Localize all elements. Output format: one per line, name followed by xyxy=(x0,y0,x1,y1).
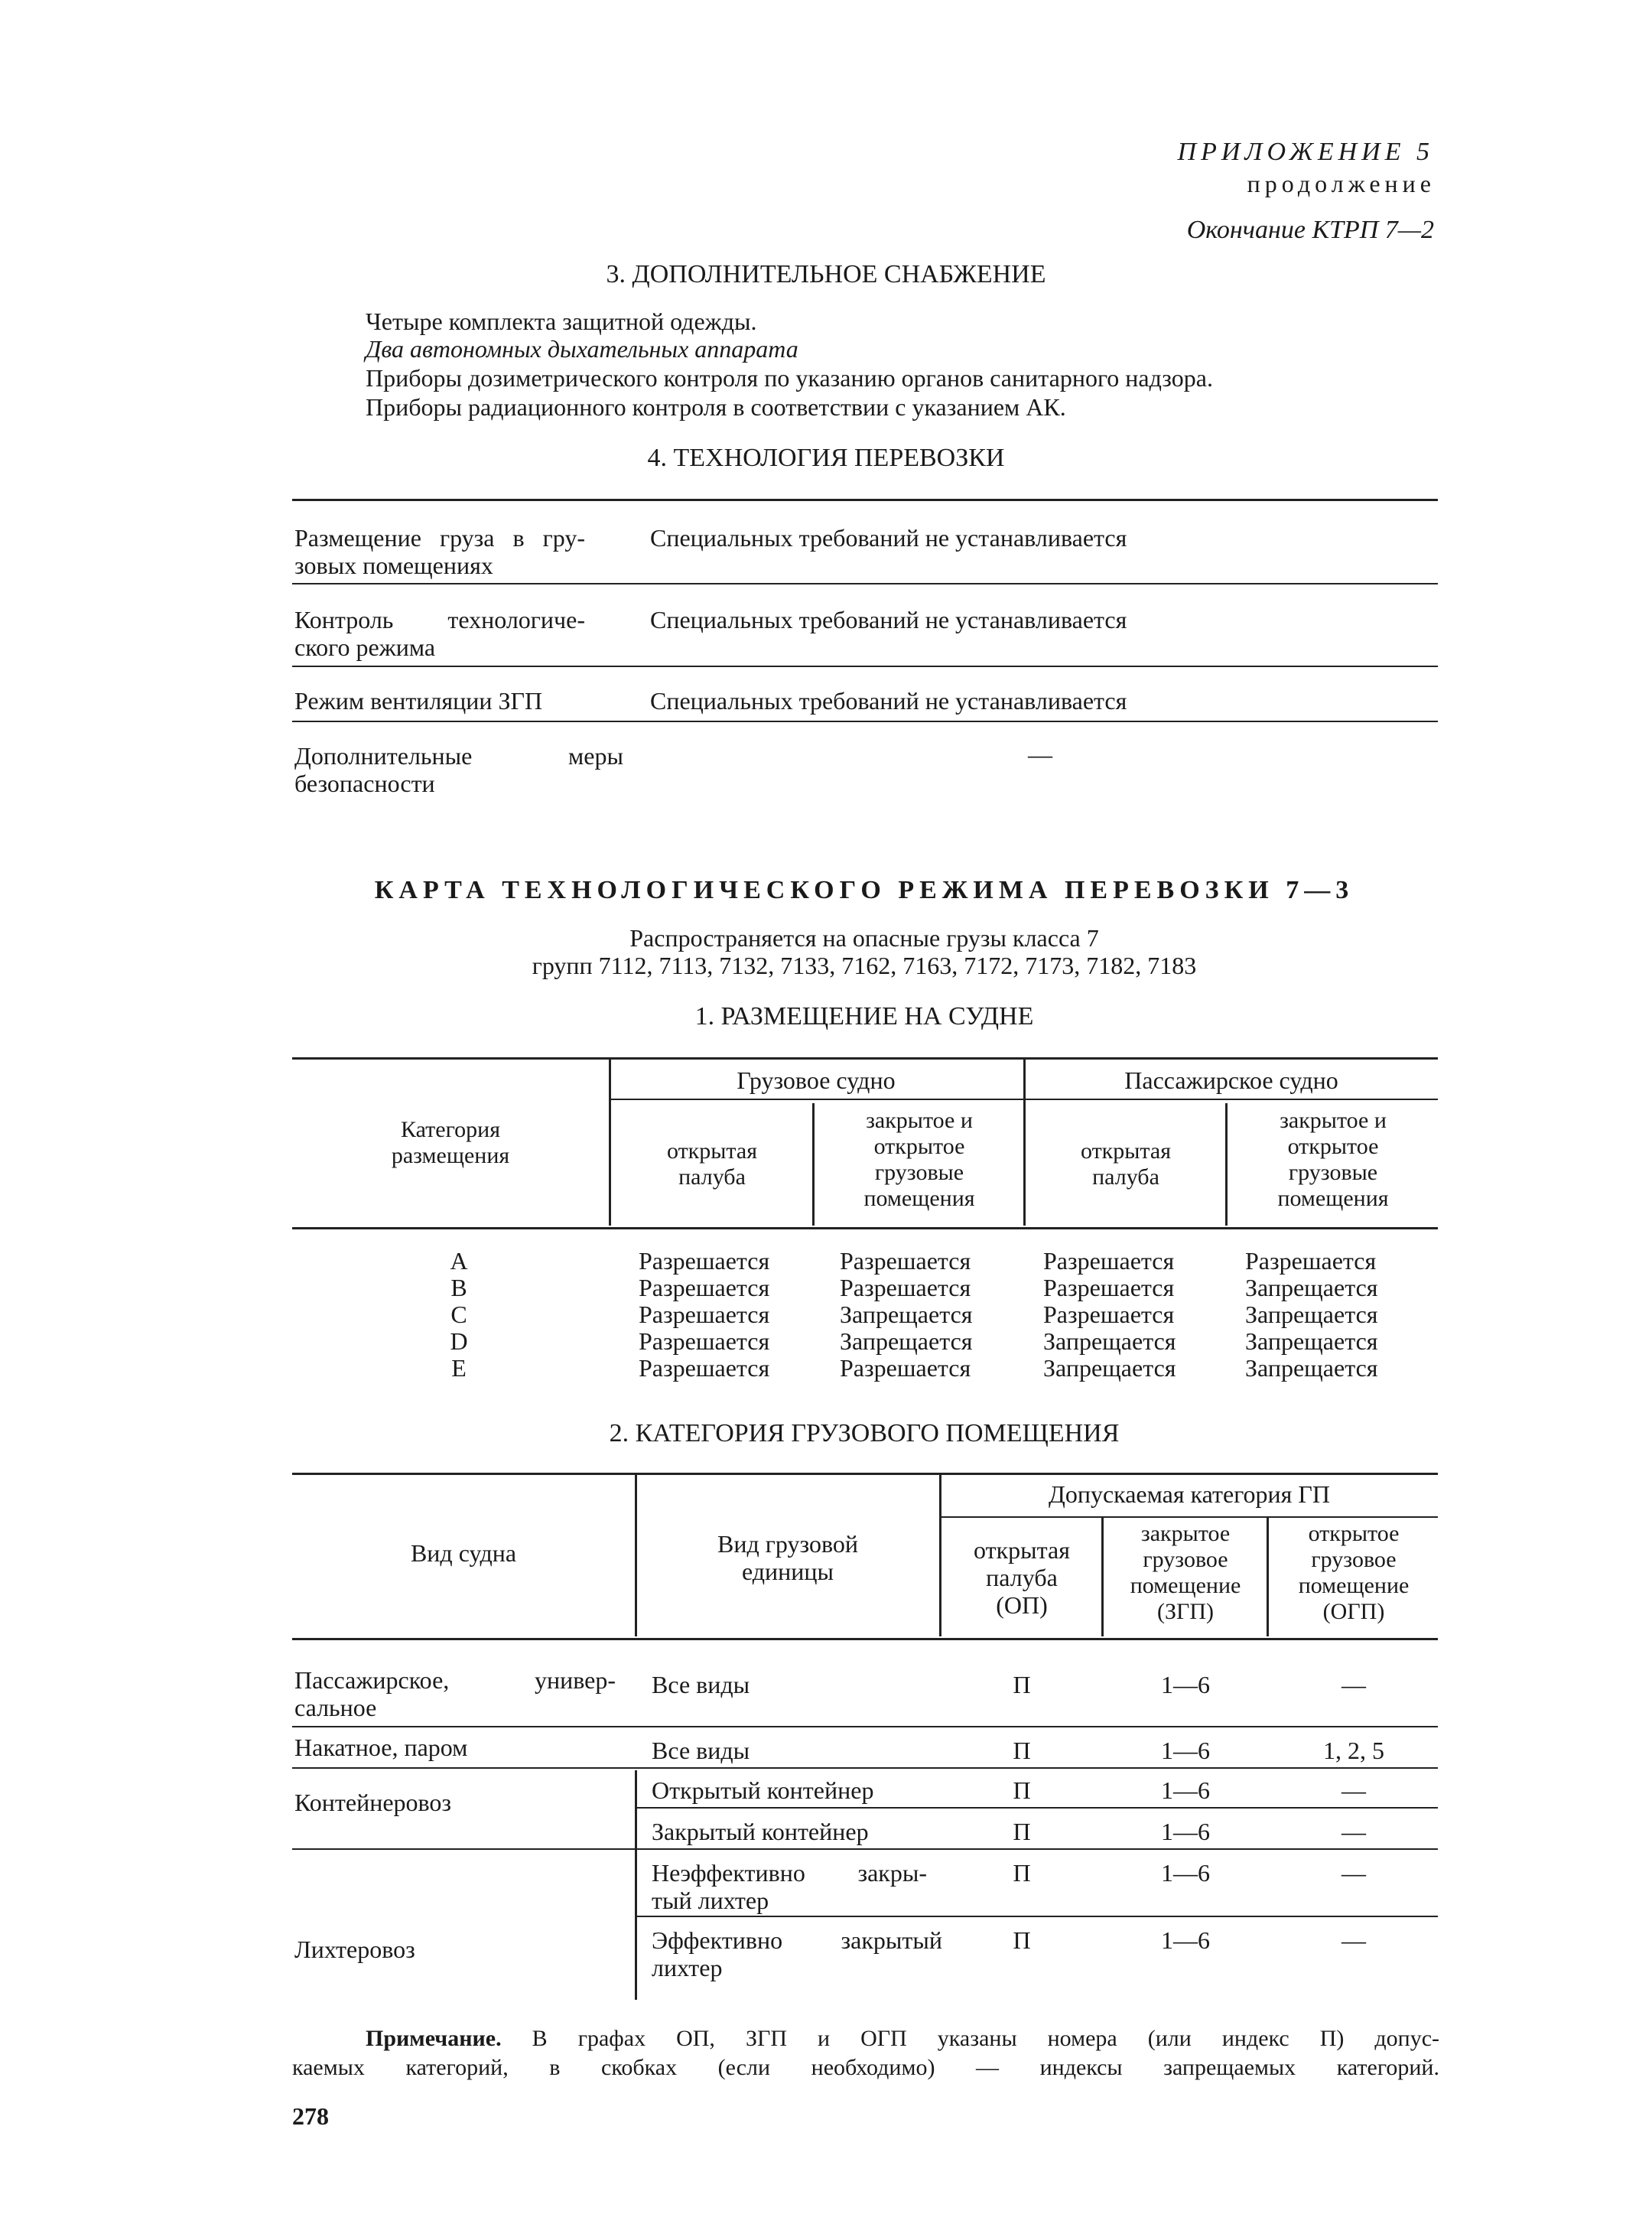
ship-type-cell: Контейнеровоз xyxy=(294,1789,452,1816)
map-title: КАРТА ТЕХНОЛОГИЧЕСКОГО РЕЖИМА ПЕРЕВОЗКИ 7—3 xyxy=(374,876,1354,904)
tech-row-label: Размещение груза в гру- зовых помещениях xyxy=(294,524,585,579)
category-cell: D xyxy=(450,1327,468,1355)
zgp-cell: 1—6 xyxy=(1161,1859,1210,1887)
placement-cell: Разрешается xyxy=(639,1354,770,1382)
tech-row-value: Специальных требований не устанавливается xyxy=(650,606,1127,633)
note-continuation: каемых категорий, в скобках (если необходимо) — индексы запрещаемых категорий. xyxy=(292,2055,1439,2080)
op-cell: П xyxy=(1013,1926,1031,1954)
section3-title: 3. ДОПОЛНИТЕЛЬНОЕ СНАБЖЕНИЕ xyxy=(606,260,1046,288)
table-rule xyxy=(292,583,1438,584)
appendix-label: ПРИЛОЖЕНИЕ 5 xyxy=(1177,138,1434,166)
table-divider xyxy=(1225,1103,1228,1226)
closed-holds-header: закрытое и открытое грузовые помещения xyxy=(863,1108,975,1211)
unit-type-cell: Закрытый контейнер xyxy=(652,1818,869,1845)
section3-line: Приборы радиационного контроля в соответствии с указанием АК. xyxy=(366,393,1066,421)
zgp-cell: 1—6 xyxy=(1161,1671,1210,1698)
unit-type-cell: Открытый контейнер xyxy=(652,1776,874,1804)
tech-row-label: Дополнительные меры безопасности xyxy=(294,742,623,797)
table-rule xyxy=(292,721,1438,722)
placement-cell: Разрешается xyxy=(840,1354,971,1382)
passenger-ship-header: Пассажирское судно xyxy=(1124,1066,1338,1094)
op-cell: П xyxy=(1013,1671,1031,1698)
ogp-cell: — xyxy=(1341,1776,1366,1804)
map-scope-groups: групп 7112, 7113, 7132, 7133, 7162, 7163, 7172, 7173, 7182, 7183 xyxy=(532,952,1197,979)
placement-cell: Запрещается xyxy=(1043,1327,1176,1355)
allowed-category-header: Допускаемая категория ГП xyxy=(1049,1480,1330,1508)
open-deck-header: открытая палуба xyxy=(1080,1138,1172,1190)
op-cell: П xyxy=(1013,1776,1031,1804)
op-cell: П xyxy=(1013,1818,1031,1845)
placement-cell: Разрешается xyxy=(639,1247,770,1275)
placement-cell: Запрещается xyxy=(1245,1301,1378,1328)
op-header: открытая палуба (ОП) xyxy=(974,1536,1070,1619)
ogp-cell: — xyxy=(1341,1859,1366,1887)
table-rule xyxy=(292,1057,1438,1060)
placement-cell: Запрещается xyxy=(1043,1354,1176,1382)
table-rule xyxy=(939,1516,1438,1518)
unit-type-header: Вид грузовой единицы xyxy=(717,1530,858,1585)
holdcat-title: 2. КАТЕГОРИЯ ГРУЗОВОГО ПОМЕЩЕНИЯ xyxy=(609,1419,1120,1447)
op-cell: П xyxy=(1013,1737,1031,1764)
ogp-cell: — xyxy=(1341,1671,1366,1698)
zgp-cell: 1—6 xyxy=(1161,1776,1210,1804)
placement-cell: Запрещается xyxy=(840,1327,973,1355)
placement-title: 1. РАЗМЕЩЕНИЕ НА СУДНЕ xyxy=(694,1002,1034,1030)
placement-cell: Разрешается xyxy=(840,1274,971,1301)
table-rule xyxy=(635,1916,1438,1917)
ogp-cell: — xyxy=(1341,1926,1366,1954)
placement-cell: Разрешается xyxy=(1245,1247,1377,1275)
zgp-cell: 1—6 xyxy=(1161,1926,1210,1954)
unit-type-cell: Все виды xyxy=(652,1671,750,1698)
ship-type-cell: Пассажирское, универ- сальное xyxy=(294,1666,616,1721)
ogp-cell: — xyxy=(1341,1818,1366,1845)
ending-label: Окончание КТРП 7—2 xyxy=(1186,216,1434,244)
tech-row-label: Контроль технологиче- ского режима xyxy=(294,606,585,661)
table-rule xyxy=(292,1767,1438,1769)
placement-cell: Запрещается xyxy=(840,1301,973,1328)
section3-line: Два автономных дыхательных аппарата xyxy=(366,335,798,363)
category-cell: E xyxy=(451,1354,467,1382)
table-rule xyxy=(635,1807,1438,1809)
page-number: 278 xyxy=(292,2102,329,2130)
placement-cell: Разрешается xyxy=(1043,1301,1175,1328)
category-cell: B xyxy=(450,1274,467,1301)
table-rule xyxy=(292,1227,1438,1229)
category-cell: A xyxy=(450,1247,468,1275)
cargo-ship-header: Грузовое судно xyxy=(737,1066,896,1094)
tech-row-value: — xyxy=(1028,741,1052,768)
unit-type-cell: Эффективно закрытый лихтер xyxy=(652,1926,942,1981)
placement-cell: Запрещается xyxy=(1245,1327,1378,1355)
zgp-cell: 1—6 xyxy=(1161,1818,1210,1845)
ogp-cell: 1, 2, 5 xyxy=(1323,1737,1384,1764)
section4-title: 4. ТЕХНОЛОГИЯ ПЕРЕВОЗКИ xyxy=(647,444,1005,472)
table-rule xyxy=(292,1638,1438,1640)
note-label: Примечание. xyxy=(366,2026,502,2051)
table-rule xyxy=(292,666,1438,667)
ship-type-header: Вид судна xyxy=(410,1539,517,1567)
placement-cell: Разрешается xyxy=(1043,1274,1175,1301)
placement-cell: Разрешается xyxy=(639,1274,770,1301)
tech-row-value: Специальных требований не устанавливается xyxy=(650,524,1127,552)
table-divider xyxy=(1267,1518,1269,1636)
note-text: В графах ОП, ЗГП и ОГП указаны номера (или индекс П) допус- xyxy=(532,2026,1440,2051)
placement-cell: Разрешается xyxy=(639,1327,770,1355)
category-header: Категория размещения xyxy=(391,1117,510,1168)
placement-cell: Разрешается xyxy=(639,1301,770,1328)
placement-cell: Разрешается xyxy=(840,1247,971,1275)
table-rule xyxy=(292,1473,1438,1475)
ship-type-cell: Лихтеровоз xyxy=(294,1936,415,1963)
tech-row-value: Специальных требований не устанавливается xyxy=(650,687,1127,715)
category-cell: C xyxy=(450,1301,467,1328)
note xyxy=(366,2026,1439,2052)
zgp-cell: 1—6 xyxy=(1161,1737,1210,1764)
table-rule xyxy=(292,1726,1438,1727)
tech-row-label: Режим вентиляции ЗГП xyxy=(294,687,543,715)
section3-line: Приборы дозиметрического контроля по указанию органов санитарного надзора. xyxy=(366,364,1213,392)
zgp-header: закрытое грузовое помещение (ЗГП) xyxy=(1130,1521,1241,1624)
unit-type-cell: Неэффективно закры- тый лихтер xyxy=(652,1859,927,1914)
map-scope: Распространяется на опасные грузы класса 7 xyxy=(629,924,1099,952)
continuation-label: продолжение xyxy=(1247,170,1436,197)
table-divider xyxy=(1101,1518,1104,1636)
table-rule xyxy=(609,1099,1438,1100)
ship-type-cell: Накатное, паром xyxy=(294,1734,468,1761)
op-cell: П xyxy=(1013,1859,1031,1887)
placement-cell: Разрешается xyxy=(1043,1247,1175,1275)
table-rule xyxy=(292,1848,1438,1850)
placement-cell: Запрещается xyxy=(1245,1274,1378,1301)
table-rule xyxy=(292,499,1438,501)
table-divider xyxy=(812,1103,815,1226)
open-deck-header: открытая палуба xyxy=(666,1138,758,1190)
section3-line: Четыре комплекта защитной одежды. xyxy=(366,308,757,335)
placement-cell: Запрещается xyxy=(1245,1354,1378,1382)
closed-holds-header: закрытое и открытое грузовые помещения xyxy=(1277,1108,1389,1211)
unit-type-cell: Все виды xyxy=(652,1737,750,1764)
table-divider xyxy=(635,1770,637,2000)
ogp-header: открытое грузовое помещение (ОГП) xyxy=(1298,1521,1410,1624)
